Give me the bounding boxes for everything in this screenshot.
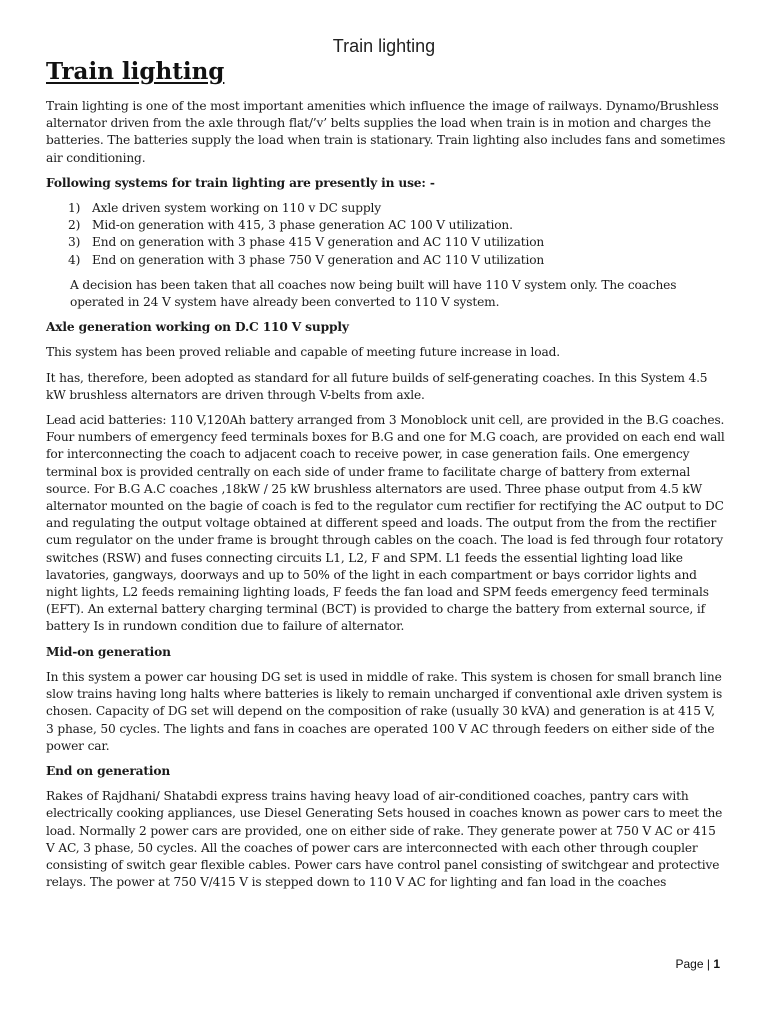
page-footer — [675, 957, 720, 971]
page-label: Page — [675, 957, 704, 971]
page-separator: | — [706, 957, 710, 971]
list-item-text: End on generation with 3 phase 750 V generation and AC 110 V utilization — [92, 252, 545, 267]
axle-paragraph-2: It has, therefore, been adopted as standard for all future builds of self-generating coaches. In this System 4.5 kW brushless alternators are driven through V-belts from axle. — [46, 370, 708, 402]
midon-heading: Mid-on generation — [46, 644, 171, 659]
running-header-title: Train lighting — [332, 36, 436, 56]
midon-paragraph: In this system a power car housing DG set is used in middle of rake. This system is chosen for small branch line slow trains having long halts where batteries is likely to remain uncharged if conventional axle driven system is chosen. Capacity of DG set will depend on the composition of rake (usually 30 kVA) and generation is at 415 V, 3 phase, 50 cycles. The lights and fans in coaches are operated 100 V AC through feeders on either side of the power car. — [46, 669, 723, 753]
list-item — [68, 217, 726, 234]
list-item-text: Mid-on generation with 415, 3 phase generation AC 100 V utilization. — [92, 218, 513, 233]
decision-paragraph: A decision has been taken that all coaches now being built will have 110 V system only. The coaches operated in 24 V system have already been converted to 110 V system. — [70, 277, 677, 310]
list-item-number: 2) — [68, 218, 81, 233]
intro-paragraph: Train lighting is one of the most important amenities which influence the image of railways. Dynamo/Brushless alternator driven from the axle through flat/’v’ belts supplies the load when train is in motion and charges the batteries. The batteries supply the load when train is stationary. Train lighting also includes fans and sometimes air conditioning. — [46, 99, 726, 165]
systems-heading: Following systems for train lighting are presently in use: - — [46, 175, 435, 190]
axle-heading: Axle generation working on D.C 110 V supply — [46, 320, 349, 335]
document-body — [46, 98, 726, 899]
endon-heading: End on generation — [46, 763, 171, 778]
list-item — [68, 234, 726, 251]
list-item-text: End on generation with 3 phase 415 V generation and AC 110 V utilization — [92, 235, 545, 250]
running-header — [0, 36, 768, 57]
list-item-number: 1) — [68, 201, 81, 216]
list-item-text: Axle driven system working on 110 v DC supply — [92, 201, 382, 216]
endon-paragraph: Rakes of Rajdhani/ Shatabdi express trains having heavy load of air-conditioned coaches, pantry cars with electrically cooking appliances, use Diesel Generating Sets housed in coaches known as power cars to meet the load. Normally 2 power cars are provided, one on either side of rake. They generate power at 750 V AC or 415 V AC, 3 phase, 50 cycles. All the coaches of power cars are interconnected with each other through coupler consisting of switch gear flexible cables. Power cars have control panel consisting of switchgear and protective relays. The power at 750 V/415 V is stepped down to 110 V AC for lighting and fan load in the coaches — [46, 789, 723, 890]
axle-paragraph-3: Lead acid batteries: 110 V,120Ah battery arranged from 3 Monoblock unit cell, are provided in the B.G coaches. Four numbers of emergency feed terminals boxes for B.G and one for M.G coach, are provided on each end wall for interconnecting the coach to adjacent coach to receive power, in case generation fails. One emergency terminal box is provided centrally on each side of under frame to facilitate charge of battery from external source. For B.G A.C coaches ,18kW / 25 kW brushless alternators are used. Three phase output from 4.5 kW alternator mounted on the bagie of coach is fed to the regulator cum rectifier for rectifying the AC output to DC and regulating the output voltage obtained at different speed and loads. The output from the from the rectifier cum regulator on the under frame is brought through cables on the coach. The load is fed through four rotatory switches (RSW) and fuses connecting circuits L1, L2, F and SPM. L1 feeds the essential lighting load like lavatories, gangways, doorways and up to 50% of the light in each compartment or bays corridor lights and night lights, L2 feeds remaining lighting loads, F feeds the fan load and SPM feeds emergency feed terminals (EFT). An external battery charging terminal (BCT) is provided to charge the battery from external source, if battery Is in rundown condition due to failure of alternator. — [46, 413, 725, 634]
page-number: 1 — [713, 957, 720, 971]
list-item-number: 3) — [68, 235, 81, 250]
axle-paragraph-1: This system has been proved reliable and capable of meeting future increase in load. — [46, 345, 560, 360]
list-item — [68, 252, 726, 269]
list-item-number: 4) — [68, 252, 81, 267]
list-item — [68, 200, 726, 217]
page-title: Train lighting — [46, 58, 225, 85]
systems-list — [46, 200, 726, 269]
